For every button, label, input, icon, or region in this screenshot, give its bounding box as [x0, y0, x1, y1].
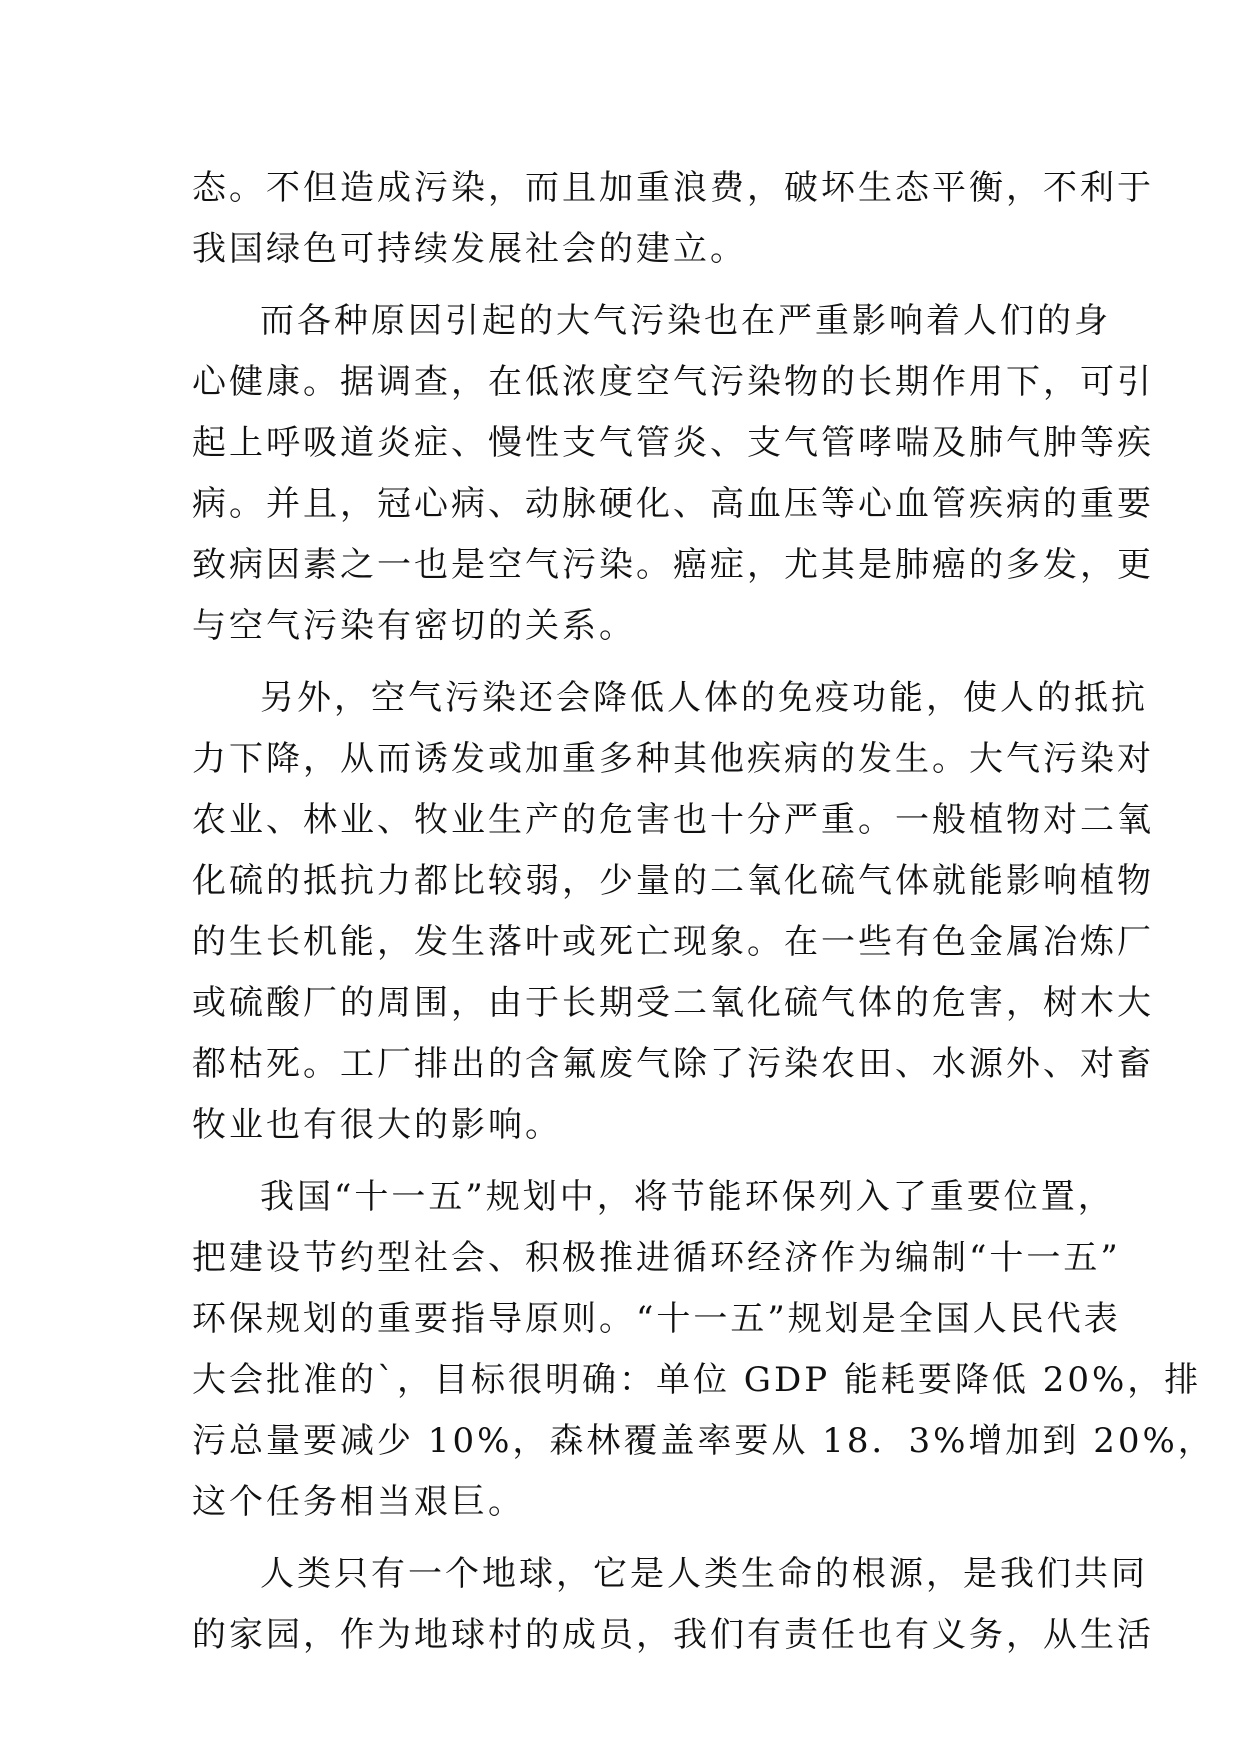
- text-line: 农业、林业、牧业生产的危害也十分严重。一般植物对二氧: [192, 800, 1154, 840]
- text-line: 我国“十一五”规划中，将节能环保列入了重要位置，: [260, 1177, 1115, 1217]
- text-line: 态。不但造成污染，而且加重浪费，破坏生态平衡，不利于: [192, 168, 1154, 208]
- text-line: 的生长机能，发生落叶或死亡现象。在一些有色金属冶炼厂: [192, 922, 1154, 962]
- text-line: 牧业也有很大的影响。: [192, 1105, 562, 1145]
- paragraph-4: [192, 1167, 1215, 1533]
- text-line: 而各种原因引起的大气污染也在严重影响着人们的身: [260, 301, 1111, 341]
- paragraph-2: [192, 291, 1154, 657]
- text-line: 致病因素之一也是空气污染。癌症，尤其是肺癌的多发，更: [192, 545, 1154, 585]
- paragraph-3: [192, 668, 1154, 1156]
- text-line: 环保规划的重要指导原则。“十一五”规划是全国人民代表: [192, 1299, 1121, 1339]
- text-line: 我国绿色可持续发展社会的建立。: [192, 229, 747, 269]
- text-line: 心健康。据调查，在低浓度空气污染物的长期作用下，可引: [192, 362, 1154, 402]
- text-line: 起上呼吸道炎症、慢性支气管炎、支气管哮喘及肺气肿等疾: [192, 423, 1154, 463]
- paragraph-1: [192, 158, 1154, 280]
- text-line: 的家园，作为地球村的成员，我们有责任也有义务，从生活: [192, 1615, 1154, 1655]
- text-line: 与空气污染有密切的关系。: [192, 606, 636, 646]
- text-line: 大会批准的`，目标很明确：单位 GDP 能耗要降低 20%，排: [192, 1360, 1202, 1400]
- text-line: 都枯死。工厂排出的含氟废气除了污染农田、水源外、对畜: [192, 1044, 1154, 1084]
- text-line: 另外，空气污染还会降低人体的免疫功能，使人的抵抗: [260, 678, 1148, 718]
- text-line: 化硫的抵抗力都比较弱，少量的二氧化硫气体就能影响植物: [192, 861, 1154, 901]
- text-line: 这个任务相当艰巨。: [192, 1482, 525, 1522]
- text-line: 病。并且，冠心病、动脉硬化、高血压等心血管疾病的重要: [192, 484, 1154, 524]
- text-line: 污总量要减少 10%，森林覆盖率要从 18．3%增加到 20%，: [192, 1421, 1215, 1461]
- paragraph-5: [192, 1544, 1154, 1666]
- text-line: 或硫酸厂的周围，由于长期受二氧化硫气体的危害，树木大: [192, 983, 1154, 1023]
- text-line: 把建设节约型社会、积极推进循环经济作为编制“十一五”: [192, 1238, 1121, 1278]
- document-body: [192, 158, 1215, 1666]
- text-line: 力下降，从而诱发或加重多种其他疾病的发生。大气污染对: [192, 739, 1154, 779]
- text-line: 人类只有一个地球，它是人类生命的根源，是我们共同: [260, 1554, 1148, 1594]
